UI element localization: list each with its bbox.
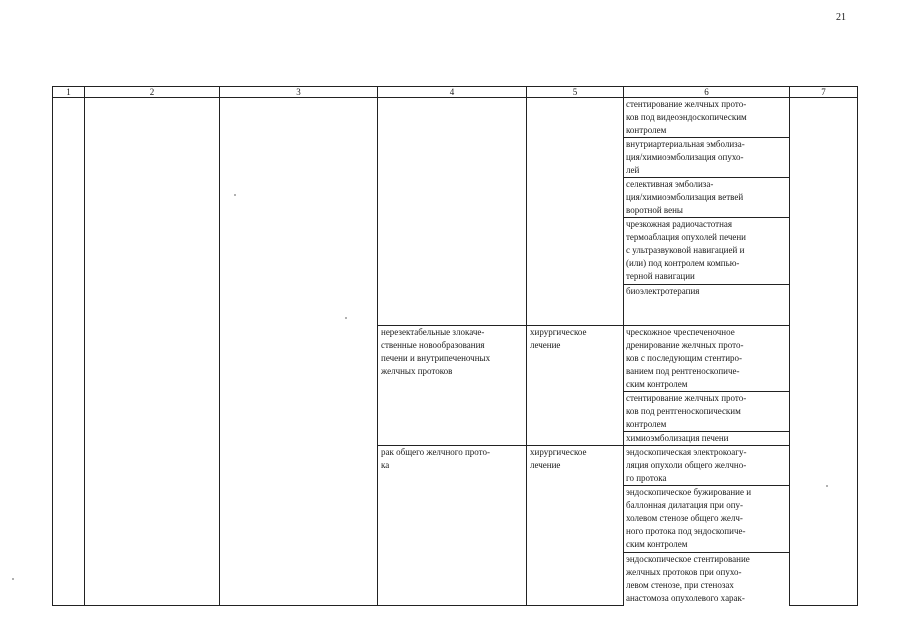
table-row (53, 98, 858, 138)
method-cell: чрескожное чреспеченочное дренирование желчных прото- ков с последующим стентиро- ванием под рентгеноскопиче- ским контролем (624, 326, 790, 392)
diagnosis-cell: нерезектабельные злокаче- ственные новообразования печени и внутрипеченочных желчных протоков (378, 326, 527, 446)
method-cell: стентирование желчных прото- ков под видеоэндоскопическим контролем (624, 98, 790, 138)
method-cell: химиоэмболизация печени (624, 432, 790, 446)
header-row (53, 87, 858, 98)
header-col-5: 5 (527, 87, 624, 98)
page-number: 21 (836, 12, 846, 23)
header-col-6: 6 (624, 87, 790, 98)
method-cell: чрезкожная радиочастотная термоаблация опухолей печени с ультразвуковой навигацией и (или) под контролем компью- терной навигации (624, 218, 790, 285)
header-col-1: 1 (53, 87, 85, 98)
scan-speck (12, 578, 14, 580)
col7-cell (790, 98, 858, 606)
method-cell: эндоскопическое бужирование и баллонная дилатация при опу- холевом стенозе общего желч- ного протока под эндоскопиче- ским контролем (624, 486, 790, 553)
header-col-4: 4 (378, 87, 527, 98)
scan-speck (234, 194, 236, 196)
scan-speck (826, 485, 828, 487)
method-cell: биоэлектротерапия (624, 285, 790, 326)
col1-cell (53, 98, 85, 606)
method-cell: эндоскопическое стентирование желчных протоков при опухо- левом стенозе, при стенозах анастомоза опухолевого харак- (624, 553, 790, 606)
col3-cell (220, 98, 378, 606)
method-cell: внутриартериальная эмболиза- ция/химиоэмболизация опухо- лей (624, 138, 790, 178)
treatment-type-cell (527, 98, 624, 326)
method-cell: эндоскопическая электрокоагу- ляция опухоли общего желчно- го протока (624, 446, 790, 486)
method-cell: стентирование желчных прото- ков под рентгеноскопическим контролем (624, 392, 790, 432)
header-col-2: 2 (85, 87, 220, 98)
method-cell: селективная эмболиза- ция/химиоэмболизация ветвей воротной вены (624, 178, 790, 218)
procedures-table (52, 86, 858, 606)
header-col-7: 7 (790, 87, 858, 98)
col2-cell (85, 98, 220, 606)
treatment-type-cell: хирургическое лечение (527, 326, 624, 446)
diagnosis-cell (378, 98, 527, 326)
diagnosis-cell: рак общего желчного прото- ка (378, 446, 527, 606)
header-col-3: 3 (220, 87, 378, 98)
treatment-type-cell: хирургическое лечение (527, 446, 624, 606)
scan-speck (345, 317, 347, 319)
